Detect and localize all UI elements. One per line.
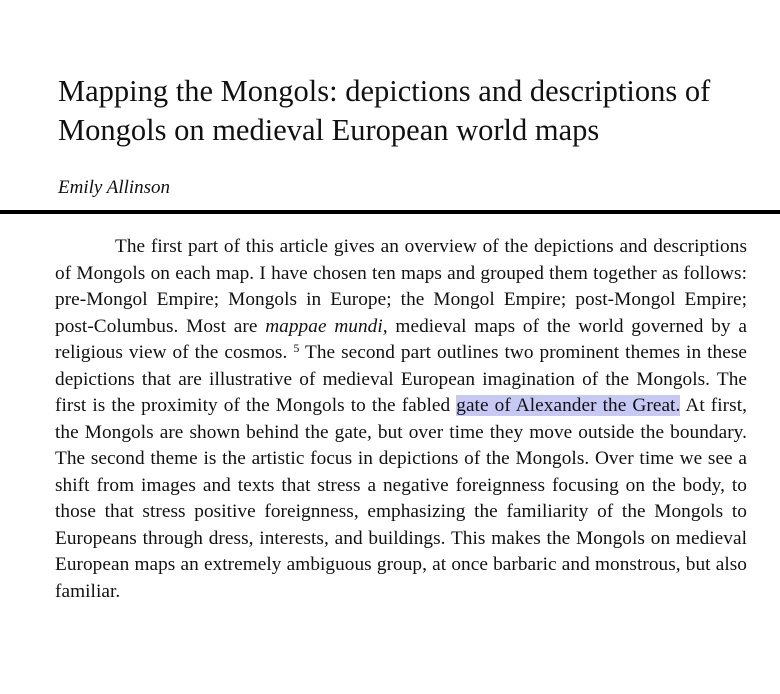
author-name: Emily Allinson: [58, 177, 171, 198]
footnote-reference[interactable]: 5: [293, 341, 300, 355]
header-divider: [0, 210, 780, 214]
abstract-paragraph: [55, 234, 747, 605]
italic-term: mappae mundi,: [265, 315, 388, 337]
article-title: Mapping the Mongols: depictions and descriptions of Mongols on medieval European world maps: [58, 74, 711, 147]
body-text-part-1: The first part of this article gives an overview of the depictions and descriptions of Mongols on each map. I have chosen ten maps and grouped them together as follows: pre-Mongol Empire; Mongols in Europe; the Mongol Empire; post-Mongol Empire; post-Columbus. Most are: [55, 236, 747, 337]
body-text-part-2: medieval maps of the world governed by a religious view of the cosmos.: [55, 315, 747, 363]
body-text-part-4: At first, the Mongols are shown behind the gate, but over time they move outside the boundary. The second theme is the artistic focus in depictions of the Mongols. Over time we see a shift from images and texts that stress a negative foreignness focusing on the body, to those that stress positive foreignness, emphasizing the familiarity of the Mongols to Europeans through dress, interests, and buildings. This makes the Mongols on medieval European maps an extremely ambiguous group, at once barbaric and monstrous, but also familiar.: [55, 395, 747, 602]
highlighted-text[interactable]: gate of Alexander the Great.: [456, 395, 681, 416]
body-text-part-3: The second part outlines two prominent themes in these depictions that are illustrative of medieval European imagination of the Mongols. The first is the proximity of the Mongols to the fabled: [55, 342, 747, 416]
